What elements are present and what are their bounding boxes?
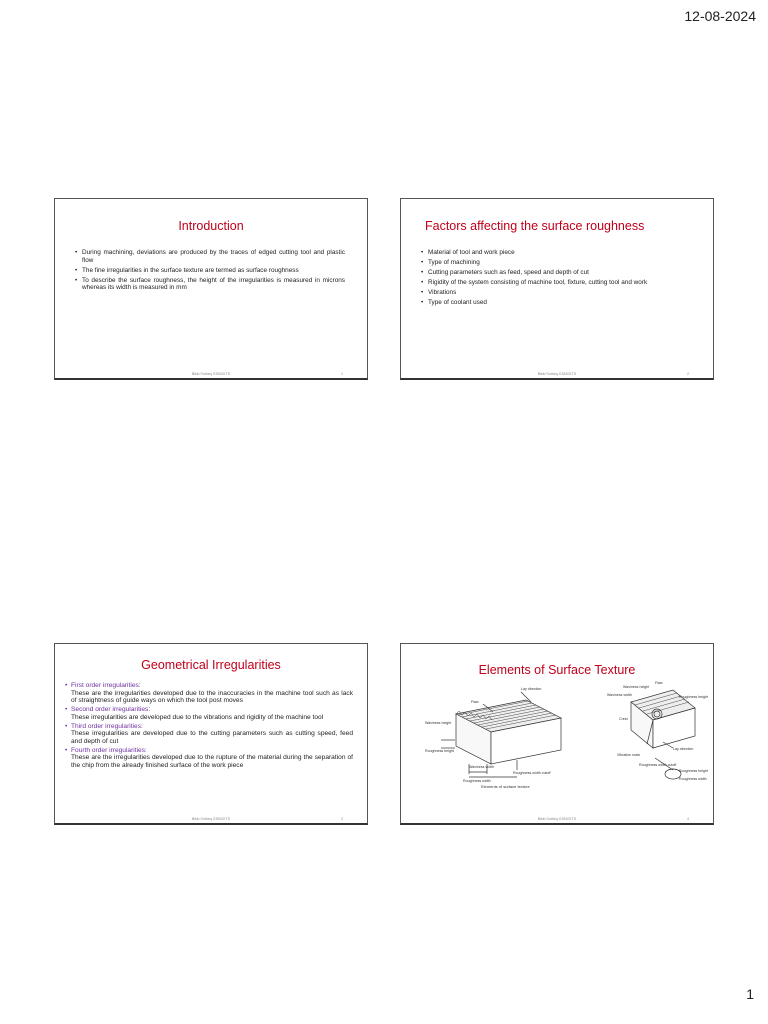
bullet-item: • Type of machining (421, 259, 691, 267)
slide-introduction (54, 198, 368, 380)
irregularity-list (55, 682, 367, 769)
slide-title: Elements of Surface Texture (478, 663, 636, 677)
bullet-item: • Material of tool and work piece (421, 249, 691, 257)
bullet-item: • To describe the surface roughness, the height of the irregularities is measured in microns whereas its width is measured in mm (75, 277, 345, 292)
fig-label: Roughness height (679, 695, 708, 699)
bullet-list (55, 249, 367, 292)
slide-surface-texture (400, 643, 714, 825)
slide-geometrical-irregularities (54, 643, 368, 825)
bullet-item: • Type of coolant used (421, 299, 691, 307)
fig-label: Waviness width (607, 693, 632, 697)
irregularity-description: These are the irregularities developed due to the inaccuracies in the machine tool such as lack of straightness of guide ways on which the tool post moves (71, 689, 353, 704)
irregularity-heading: • Fourth order irregularities: (65, 747, 353, 755)
fig-label: Crest (619, 717, 628, 721)
fig-label: Roughness-width cutoff (513, 771, 551, 775)
page-date: 12-08-2024 (684, 8, 756, 24)
slide-number: 1 (341, 372, 343, 376)
slide-number: 4 (687, 817, 689, 821)
slide-factors (400, 198, 714, 380)
bullet-item: • Vibrations (421, 289, 691, 297)
bullet-item: • The fine irregularities in the surface texture are termed as surface roughness (75, 267, 345, 275)
footer-text: Bikki Sutheq GSNCKTS (191, 372, 231, 376)
fig-label: Roughness width (679, 777, 707, 781)
bullet-item: • Rigidity of the system consisting of machine tool, fixture, cutting tool and work (421, 279, 691, 287)
fig-label: Roughness width (463, 779, 491, 783)
irregularity-description: These are the irregularities developed due to the rupture of the material during the separation of the chip from the already finished surface of the work piece (71, 754, 353, 769)
irregularity-item (65, 747, 353, 770)
irregularity-heading: • Third order irregularities: (65, 723, 353, 731)
page-number: 1 (746, 986, 754, 1002)
slide-title: Factors affecting the surface roughness (425, 219, 645, 233)
fig-caption: Elements of surface texture (481, 784, 530, 789)
fig-label: Vibration mark (617, 753, 641, 757)
irregularity-heading: • Second order irregularities: (65, 706, 353, 714)
footer-text: Bikki Sutheq GSNCKTS (191, 817, 231, 821)
irregularity-item (65, 682, 353, 705)
fig-label: Flaw (655, 681, 663, 685)
fig-label: Flaw (471, 700, 479, 704)
fig-label: Roughness height (679, 769, 708, 773)
surface-texture-figure (411, 674, 708, 789)
irregularity-item (65, 723, 353, 746)
slide-number: 3 (341, 817, 343, 821)
fig-label: Lay direction (521, 687, 542, 691)
bullet-item: • Cutting parameters such as feed, speed and depth of cut (421, 269, 691, 277)
fig-label: Waviness width (469, 765, 494, 769)
footer-text: Bikki Sutheq GSNCKTS (537, 372, 577, 376)
fig-label: Roughness height (425, 749, 454, 753)
bullet-item: • During machining, deviations are produced by the traces of edged cutting tool and plastic flow (75, 249, 345, 264)
irregularity-item (65, 706, 353, 721)
footer-text: Bikki Sutheq GSNCKTS (537, 817, 577, 821)
fig-label: Waviness height (425, 721, 452, 725)
slide-title: Geometrical Irregularities (141, 658, 281, 672)
fig-label: Lay direction (673, 747, 694, 751)
irregularity-description: These irregularities are developed due to the cutting parameters such as cutting speed, feed and depth of cut (71, 730, 353, 745)
left-block-figure (441, 692, 561, 777)
fig-label: Roughness width cutoff (639, 763, 677, 767)
irregularity-heading: • First order irregularities: (65, 682, 353, 690)
slide-title: Introduction (178, 219, 244, 233)
fig-label: Waviness height (623, 685, 650, 689)
irregularity-description: These irregularities are developed due to the vibrations and rigidity of the machine tool (71, 713, 324, 721)
surface-texture-diagram (411, 674, 708, 796)
slide-number: 2 (687, 372, 689, 376)
bullet-list (401, 249, 713, 307)
